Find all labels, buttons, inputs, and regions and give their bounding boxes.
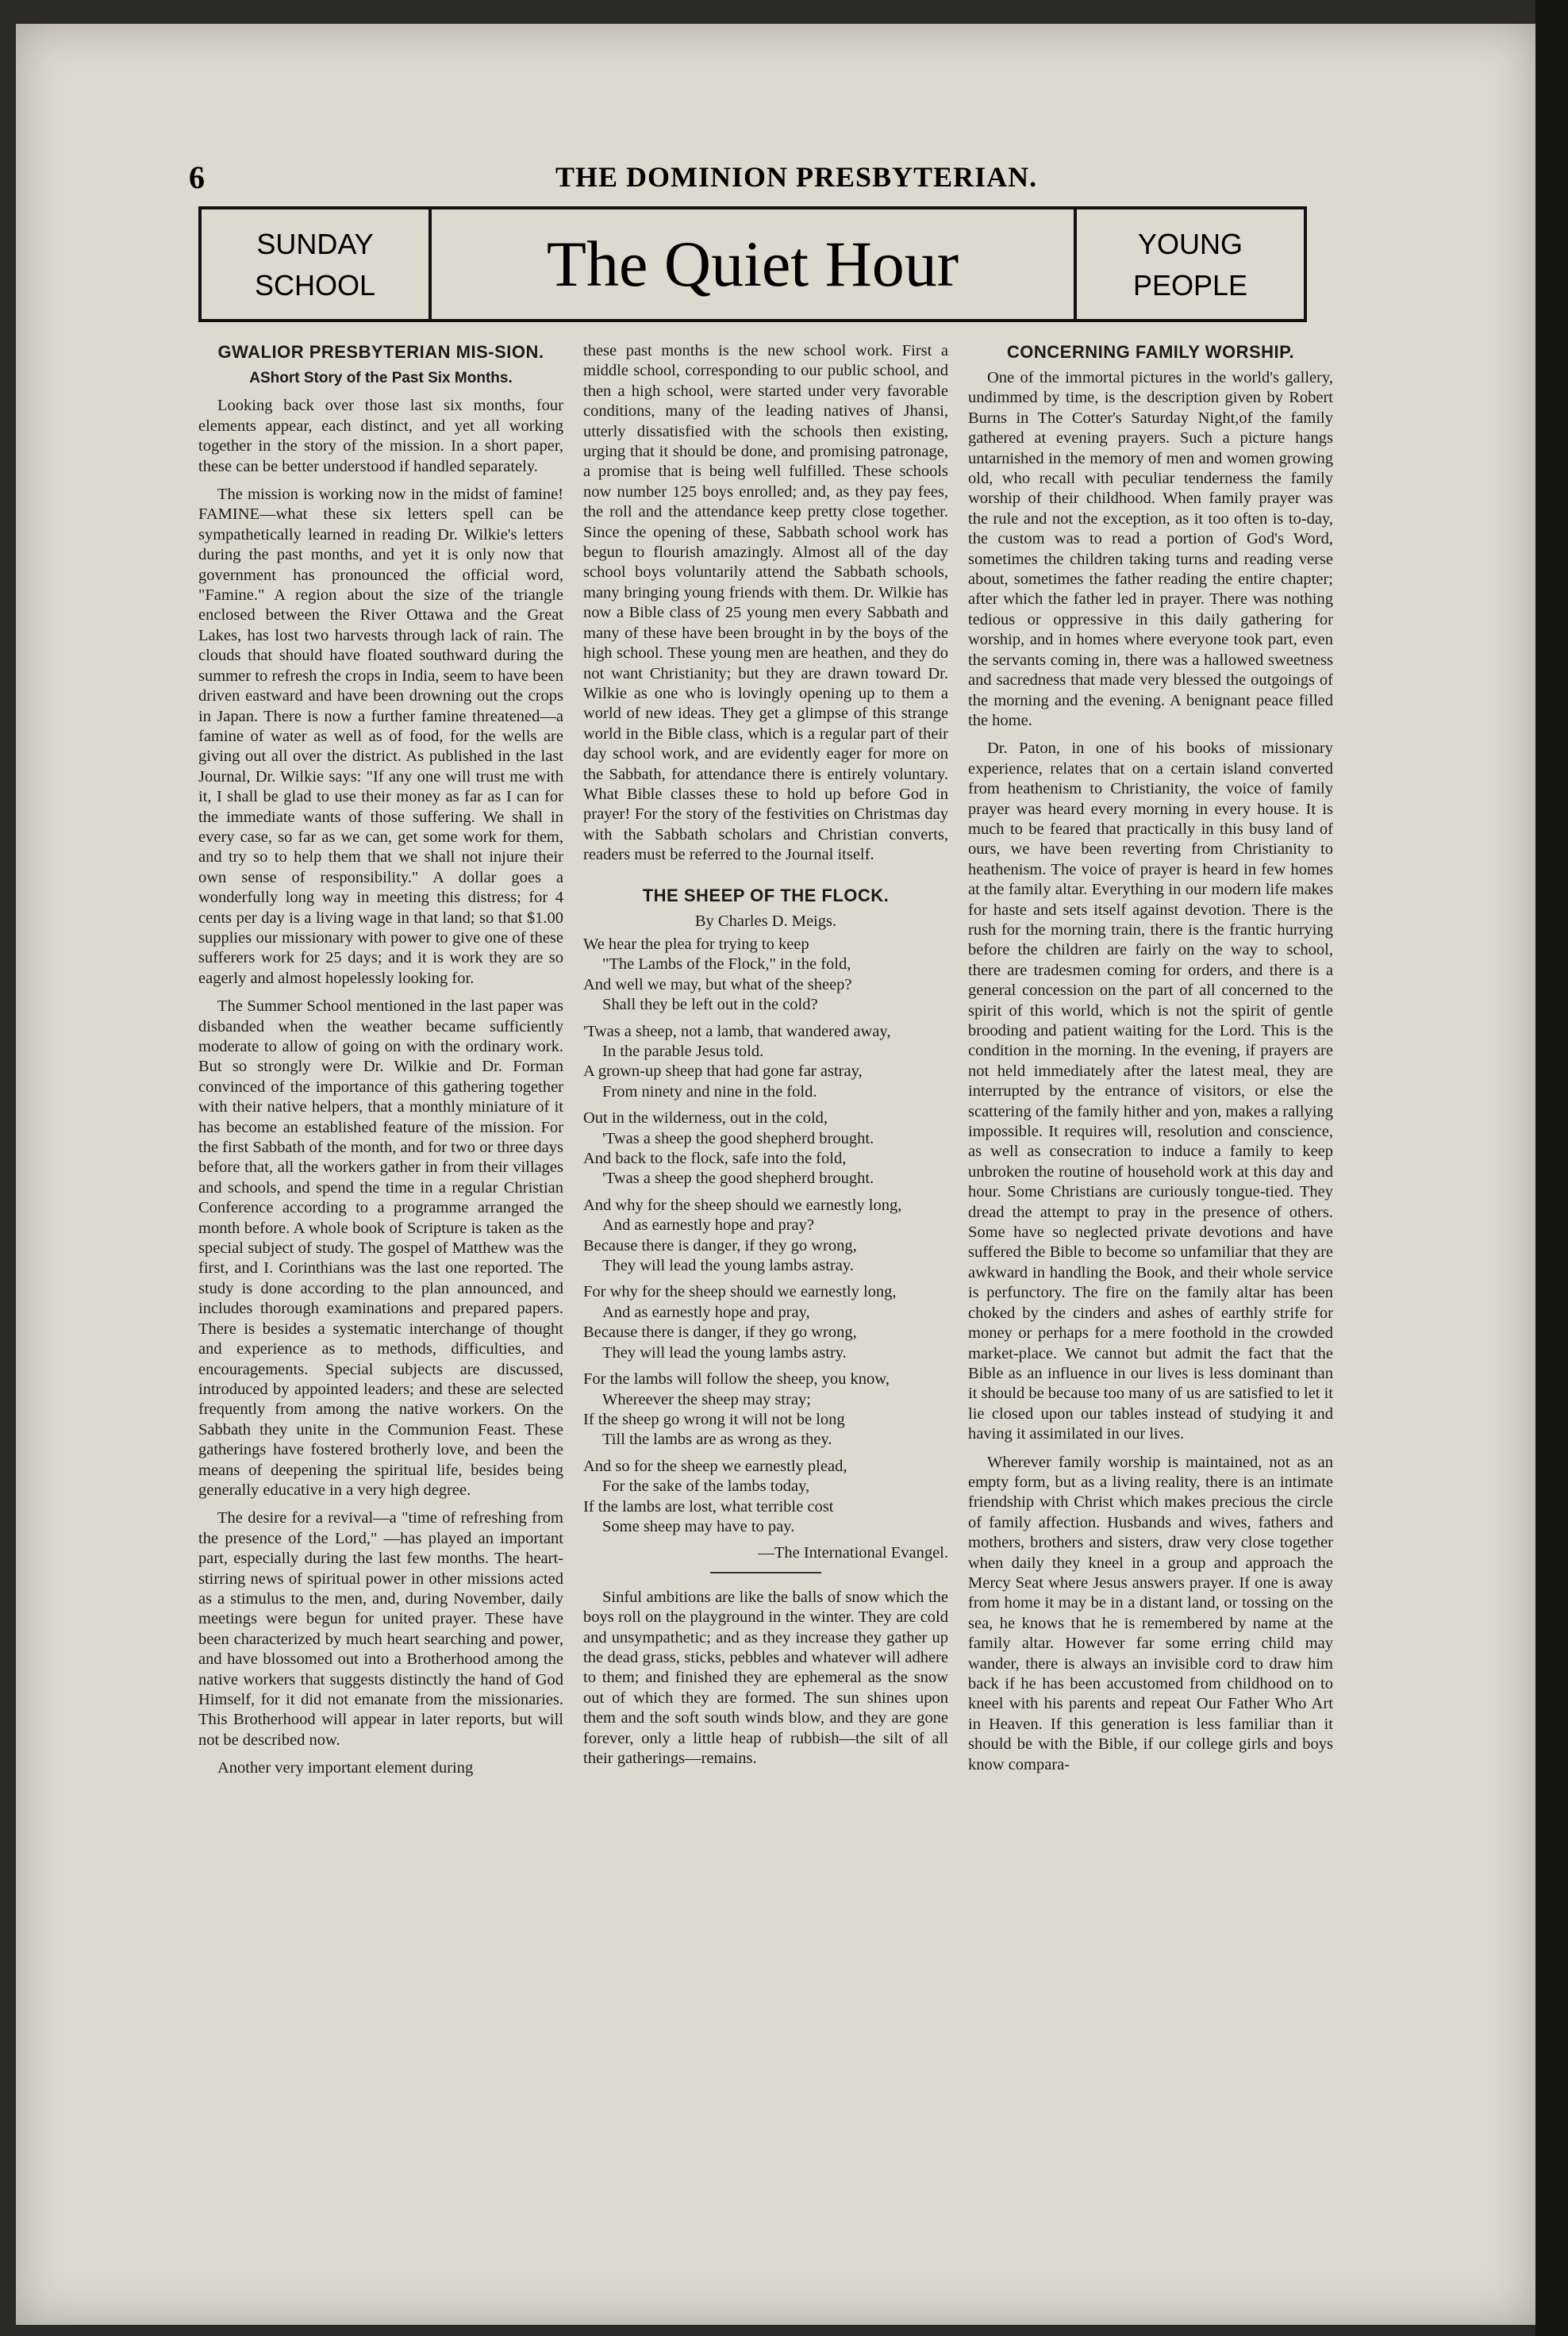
poem-line: If the sheep go wrong it will not be long xyxy=(583,1410,845,1428)
poem-stanza xyxy=(583,1022,948,1103)
article-paragraph: The mission is working now in the midst of famine! FAMINE—what these six letters spell can be sympathetically learned in reading Dr. Wilkie's letters during the past months, and yet it is only now that government has pronounced the official word, "Famine." A region about the size of the triangle enclosed between the River Ottawa and the Great Lakes, has lost two harvests through lack of rain. The clouds that should have floated southward during the summer to refresh the crops in India, seem to have been driven eastward and have been drowning out the crops in Japan. There is now a further famine threatened—a famine of water as well as of food, for the wells are giving out all over the district. As published in the last Journal, Dr. Wilkie says: "If any one will trust me with it, I shall be glad to use their money as far as I can for the immediate wants of those suffering. We shall in every case, so far as we can, get some work for them, and try so to help them that we shall not injure their own sense of responsibility." A dollar goes a wonderfully long way in meeting this distress; for 4 cents per day is a living wage in that land; so that $1.00 supplies our missionary with power to give one of these sufferers work for 25 days; and it is work they are so eagerly and almost hopelessly looking for. xyxy=(198,486,563,987)
poem-line: They will lead the young lambs astry. xyxy=(602,1343,847,1362)
poem-line: For the lambs will follow the sheep, you know, xyxy=(583,1370,890,1389)
poem-line: 'Twas a sheep the good shepherd brought. xyxy=(602,1129,874,1147)
poem-line: And as earnestly hope and pray, xyxy=(602,1303,810,1321)
article-subtitle-gwalior: AShort Story of the Past Six Months. xyxy=(249,370,513,386)
poem-line: And so for the sheep we earnestly plead, xyxy=(583,1457,847,1475)
poem-line: "The Lambs of the Flock," in the fold, xyxy=(602,955,851,974)
poem-line: And why for the sheep should we earnestly long, xyxy=(583,1196,902,1214)
scan-border xyxy=(1535,0,1568,2336)
poem-line: Till the lambs are as wrong as they. xyxy=(602,1431,832,1449)
poem-line: We hear the plea for trying to keep xyxy=(583,935,809,953)
poem-line: Some sheep may have to pay. xyxy=(602,1517,795,1535)
poem-title: THE SHEEP OF THE FLOCK. xyxy=(642,885,890,905)
poem-line: Because there is danger, if they go wrong, xyxy=(583,1236,857,1254)
section-divider xyxy=(710,1572,821,1573)
article-paragraph: Dr. Paton, in one of his books of missionary experience, relates that on a certain island converted from heathenism to Christianity, the voice of family prayer was heard every morning in every house. It is much to be feared that practically in this busy land of ours, we have been reverting from Christianity to heathenism. The voice of prayer is heard in few homes at the family altar. Everything in our modern life makes for haste and sets itself against devotion. There is the rush for the morning train, there is the frantic hurrying before the children are fairly on the way to school, there are tradesmen coming for orders, and there is a general concession on the part of all concerned to the spirit of this world, which is not the spirit of gentle brooding and patient waiting for the Lord. This is the condition in the morning. In the evening, if prayers are not held immediately after the latest meal, they are interrupted by the entrance of visitors, or else the scattering of the family hither and yon, makes a rallying impossible. It requires will, resolution and conscience, as well as consecration to induce a family to keep unbroken the routine of household work at this day and hour. Some Christians are curiously tongue-tied. They dread the attempt to pray in the presence of others. Some have so neglected private devotions and have suffered the Bible to become so unfamiliar that they are awkward in handling the Book, and their whole service is perfunctory. The fire on the family altar has been choked by the cinders and ashes of earthly strife for money or perhaps for a mere foothold in the crowded market-place. We cannot but admit the fact that the Bible as an influence in our lives is less dominant than it should be because too many of us are satisfied to let it lie closed upon our tables instead of studying it and having it assimilated in our lives. xyxy=(968,740,1333,1443)
section-banner xyxy=(198,206,1307,322)
poem-credit: —The International Evangel. xyxy=(758,1544,948,1562)
poem-line: A grown-up sheep that had gone far astray, xyxy=(583,1062,863,1081)
article-paragraph: The Summer School mentioned in the last paper was disbanded when the weather became sufficiently moderate to allow of going on with the ordinary work. But so strongly were Dr. Wilkie and Dr. Forman convinced of the importance of this gathering together with their native helpers, that a monthly miniature of it has become an established feature of the mission. For the first Sabbath of the month, and for two or three days before that, all the workers gather in from their villages and schools, and spend the time in a regular Christian Conference according to a programme arranged the month before. A whole book of Scripture is taken as the special subject of study. The gospel of Matthew was the first, and I. Corinthians was the last one reported. The study is done according to the plan announced, and includes thorough examinations and prepared papers. There is besides a systematic interchange of thought and experience as to methods, difficulties, and encouragements. Special subjects are discussed, introduced by appointed leaders; and these are selected frequently from among the native workers. On the Sabbath they unite in the Communion Feast. These gatherings have fostered brotherly love, and been the means of deepening the spiritual life, besides being generally educative in a very high degree. xyxy=(198,997,563,1499)
newspaper-page xyxy=(16,24,1535,2325)
journal-title: THE DOMINION PRESBYTERIAN. xyxy=(555,161,1038,193)
poem-body xyxy=(583,935,948,1564)
column-1 xyxy=(198,341,563,1787)
snippet-paragraph: Sinful ambitions are like the balls of snow which the boys roll on the playground in the winter. They are cold and unsympathetic; and as they increase they gather up the dead grass, sticks, pebbles and whatever will adhere to them; and finished they are ephemeral as the snow out of which they are formed. The sun shines upon them and the soft south winds blow, and they are gone forever, only a little heap of rubbish—the silt of all their gatherings—remains. xyxy=(583,1588,948,1767)
poem-line: From ninety and nine in the fold. xyxy=(602,1082,817,1101)
article-paragraph: Another very important element during xyxy=(217,1759,474,1777)
poem-line: For why for the sheep should we earnestly long, xyxy=(583,1283,897,1301)
poem-line: Because there is danger, if they go wrong, xyxy=(583,1324,857,1342)
page-number: 6 xyxy=(189,159,205,195)
article-paragraph-continued: these past months is the new school work. First a middle school, corresponding to our public school, and then a high school, were started under very favorable conditions, many of the leading natives of Jhansi, utterly dissatisfied with the schools then existing, urging that it should be done, and promising patronage, a promise that is being well fulfilled. These schools now number 125 boys enrolled; and, as they pay fees, the roll and the attendance keep pretty close together. Since the opening of these, Sabbath school work has begun to flourish amazingly. Almost all of the day school boys voluntarily attend the Sabbath schools, many bringing young friends with them. Dr. Wilkie has now a Bible class of 25 young men every Sabbath and many of these have been brought in by the boys of the high school. These young men are heathen, and they do not want Christianity; but they are drawn toward Dr. Wilkie as one who is lovingly opening up to them a world of new ideas. They get a glimpse of this strange world in the Bible class, which is a regular part of their day school work, and are evidently eager for more on the Sabbath, for attendance there is entirely voluntary. What Bible classes these to hold up before God in prayer! For the story of the festivities on Christmas day with the Sabbath scholars and Christian converts, readers must be referred to the Journal itself. xyxy=(583,342,948,864)
poem-line: In the parable Jesus told. xyxy=(602,1043,764,1060)
poem-line: Out in the wilderness, out in the cold, xyxy=(583,1109,828,1128)
poem-stanza xyxy=(583,1457,948,1538)
poem-stanza xyxy=(583,1282,948,1363)
poem-line: And back to the flock, safe into the fold, xyxy=(583,1150,847,1168)
article-paragraph: Looking back over those last six months, four elements appear, each distinct, and yet all working together in the story of the mission. In a short paper, these can be better understood if handled separately. xyxy=(198,397,563,475)
poem-line: 'Twas a sheep, not a lamb, that wandered away, xyxy=(583,1022,891,1040)
poem-line: Whereever the sheep may stray; xyxy=(602,1390,811,1408)
article-paragraph: Wherever family worship is maintained, not as an empty form, but as a living reality, there is an intimate friendship with Christ which makes precious the circle of family affection. Husbands and wives, fathers and mothers, brothers and sisters, draw very close together when daily they kneel in a group and approach the Mercy Seat where Jesus answers prayer. If one is away from home it may be in a distant land, or tossing on the sea, he knows that he is remembered by name at the family altar. However far some erring child may wander, there is always an invisible cord to draw him back if he has been accustomed from childhood on to kneel with his parents and repeat Our Father Who Art in Heaven. If this generation is less familiar than it should be with the Bible, if our college girls and boys know compara- xyxy=(968,1453,1333,1773)
article-title-gwalior: GWALIOR PRESBYTERIAN MIS-SION. xyxy=(217,342,544,362)
banner-left-box xyxy=(202,209,432,319)
banner-left-line2: SCHOOL xyxy=(254,269,376,302)
poem-line: They will lead the young lambs astray. xyxy=(602,1257,854,1275)
poem-byline: By Charles D. Meigs. xyxy=(694,912,837,930)
column-2 xyxy=(583,341,948,1777)
banner-right-line1: YOUNG xyxy=(1137,228,1243,260)
poem-line: And as earnestly hope and pray? xyxy=(602,1216,814,1235)
poem-line: Shall they be left out in the cold? xyxy=(602,996,818,1014)
banner-right-box xyxy=(1074,209,1304,319)
poem-line: And well we may, but what of the sheep? xyxy=(583,975,852,993)
poem-stanza xyxy=(583,1370,948,1450)
article-paragraph: The desire for a revival—a "time of refreshing from the presence of the Lord," —has played an important part, especially during the last few months. The heart-stirring news of spiritual power in other missions acted as a stimulus to the men, and, during November, daily meetings were begun for united prayer. These have been characterized by much heart searching and power, and have blossomed out into a Brotherhood among the native workers that suggests distinctly the hand of God Himself, for it did not emanate from the missionaries. This Brotherhood will appear in later reports, but will not be described now. xyxy=(198,1509,563,1749)
article-title-family-worship: CONCERNING FAMILY WORSHIP. xyxy=(1006,342,1295,362)
banner-left-line1: SUNDAY xyxy=(256,228,374,260)
poem-line: For the sake of the lambs today, xyxy=(602,1477,810,1496)
poem-stanza xyxy=(583,1108,948,1189)
article-paragraph: One of the immortal pictures in the world's gallery, undimmed by time, is the description given by Robert Burns in The Cotter's Saturday Night,of the family gathered at evening prayers. Such a picture hangs untarnished in the memory of men and women growing old, who recall with peculiar tenderness the family worship of their childhood. When family prayer was the rule and not the exception, as it too often is to-day, the custom was to read a portion of God's Word, sometimes the children taking turns and reading verse about, sometimes the father reading the entire chapter; after which the father led in prayer. There was nothing tedious or oppressive in this daily gathering for worship, and in homes where everyone took part, even the servants coming in, there was a hallowed sweetness and sacredness that made very blessed the outgoings of the morning and the evening. A benignant peace filled the home. xyxy=(968,369,1333,729)
column-3 xyxy=(968,341,1333,1783)
page-header xyxy=(16,159,1535,195)
poem-line: 'Twas a sheep the good shepherd brought. xyxy=(602,1170,874,1188)
poem-stanza xyxy=(583,935,948,1016)
poem-stanza xyxy=(583,1196,948,1277)
banner-right-line2: PEOPLE xyxy=(1132,269,1248,302)
banner-title: The Quiet Hour xyxy=(546,228,959,300)
poem-line: If the lambs are lost, what terrible cost xyxy=(583,1497,834,1516)
